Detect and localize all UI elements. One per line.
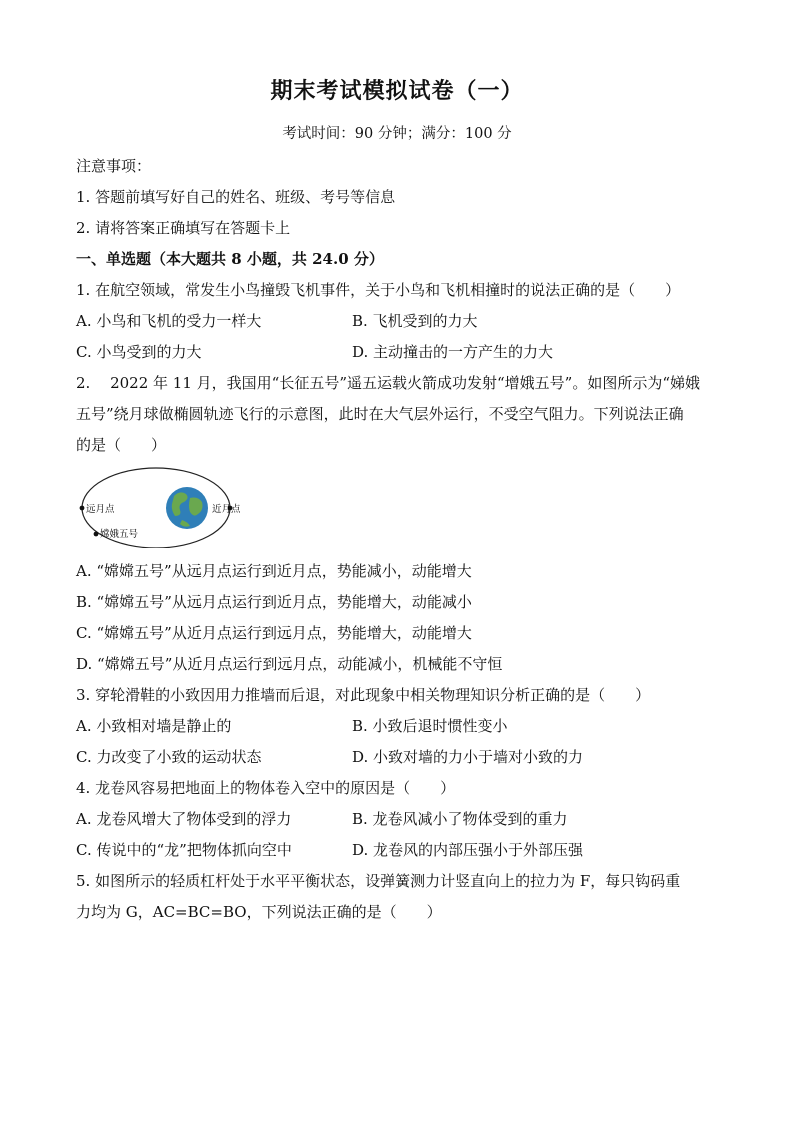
q3-option-b: B. 小致后退时惯性变小 [352, 717, 508, 735]
note-item: 1. 答题前填写好自己的姓名、班级、考号等信息 [76, 188, 396, 206]
near-point-label: 近月点 [212, 504, 241, 515]
q3-option-d: D. 小致对墙的力小于墙对小致的力 [352, 748, 584, 766]
probe-label: 嫦娥五号 [100, 529, 139, 540]
q1-option-b: B. 飞机受到的力大 [352, 312, 478, 330]
question-2-stem: 2. 2022 年 11 月，我国用“长征五号”遥五运载火箭成功发射“增娥五号”。如图所示为“娣娥 [76, 374, 700, 392]
q4-option-d: D. 龙卷风的内部压强小于外部压强 [352, 841, 584, 859]
q1-option-c: C. 小鸟受到的力大 [76, 343, 202, 361]
exam-info: 考试时间：90 分钟；满分：100 分 [282, 126, 512, 142]
probe-dot [94, 532, 99, 537]
notes-heading: 注意事项： [76, 157, 152, 175]
question-2-stem-cont: 五号”绕月球做椭圆轨迹飞行的示意图，此时在大气层外运行，不受空气阻力。下列说法正确 [76, 405, 684, 423]
question-2-stem-end: 的是（ ） [76, 436, 167, 454]
q2-option-c: C. “嫦嫦五号”从近月点运行到远月点，势能增大，动能增大 [76, 624, 472, 642]
section-heading: 一、单选题（本大题共 8 小题，共 24.0 分） [76, 250, 384, 268]
q1-option-a: A. 小鸟和飞机的受力一样大 [76, 312, 262, 330]
far-point-dot [80, 506, 85, 511]
q4-option-a: A. 龙卷风增大了物体受到的浮力 [76, 810, 292, 828]
note-item: 2. 请将答案正确填写在答题卡上 [76, 219, 291, 237]
orbit-diagram [74, 464, 244, 548]
q2-option-d: D. “嫦嫦五号”从近月点运行到远月点，动能减小，机械能不守恒 [76, 655, 503, 673]
question-1-stem: 1. 在航空领域，常发生小鸟撞毁飞机事件，关于小鸟和飞机相撞时的说法正确的是（ ） [76, 281, 681, 299]
q4-option-c: C. 传说中的“龙”把物体抓向空中 [76, 841, 292, 859]
question-3-stem: 3. 穿轮滑鞋的小致因用力推墙而后退，对此现象中相关物理知识分析正确的是（ ） [76, 686, 651, 704]
earth-icon [166, 487, 208, 529]
q3-option-a: A. 小致相对墙是静止的 [76, 717, 232, 735]
q3-option-c: C. 力改变了小致的运动状态 [76, 748, 262, 766]
q1-option-d: D. 主动撞击的一方产生的力大 [352, 343, 554, 361]
q4-option-b: B. 龙卷风减小了物体受到的重力 [352, 810, 568, 828]
q2-option-b: B. “嫦嫦五号”从远月点运行到近月点，势能增大，动能减小 [76, 593, 472, 611]
question-4-stem: 4. 龙卷风容易把地面上的物体卷入空中的原因是（ ） [76, 779, 456, 797]
question-5-stem-cont: 力均为 G，AC=BC=BO，下列说法正确的是（ ） [76, 903, 442, 921]
far-point-label: 远月点 [86, 504, 115, 515]
q2-option-a: A. “嫦嫦五号”从远月点运行到近月点，势能减小，动能增大 [76, 562, 472, 580]
page-title: 期末考试模拟试卷（一） [270, 78, 524, 104]
question-5-stem: 5. 如图所示的轻质杠杆处于水平平衡状态，设弹簧测力计竖直向上的拉力为 F，每只钩码重 [76, 872, 681, 890]
